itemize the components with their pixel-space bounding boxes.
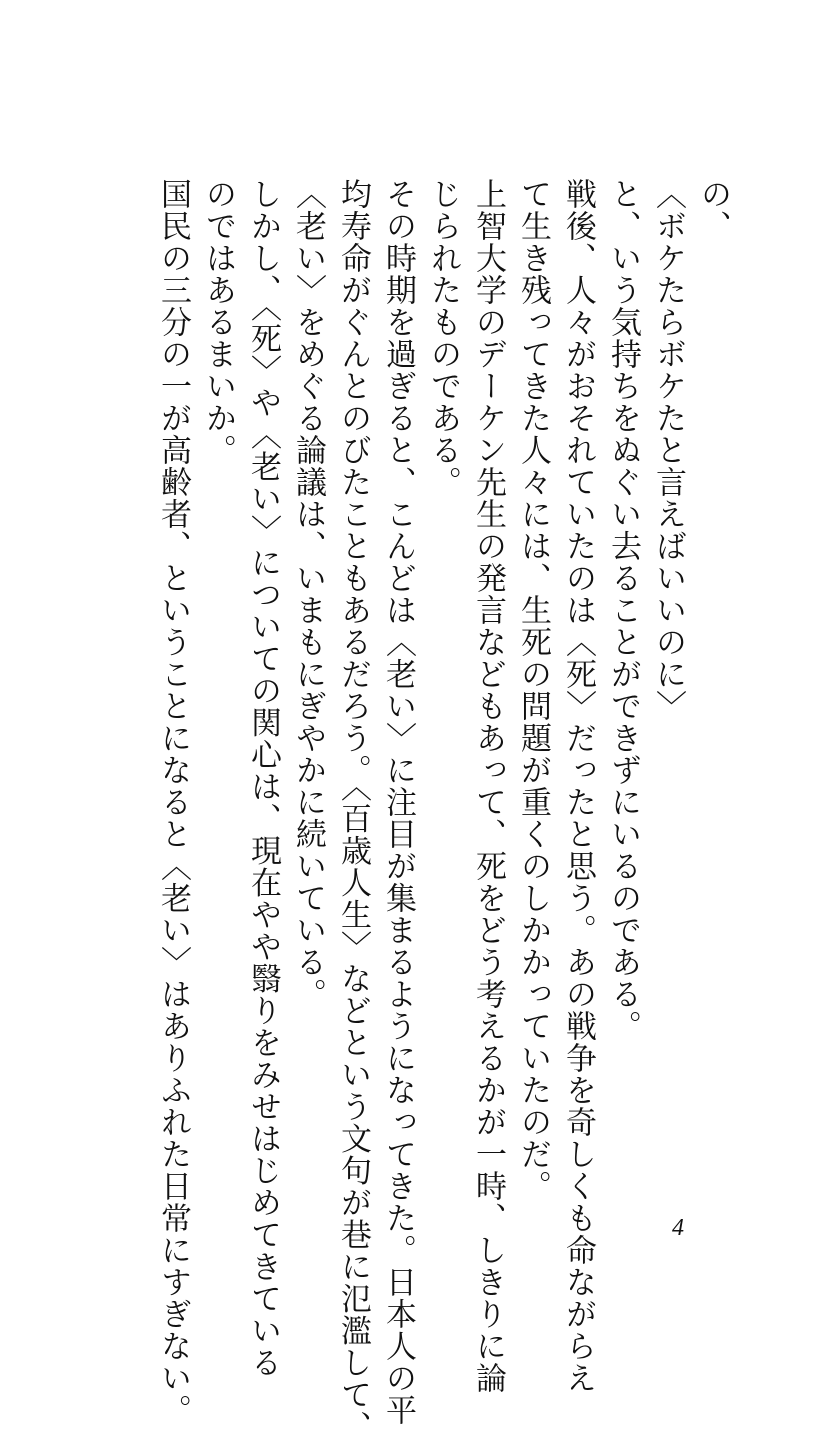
text-line: の、 <box>695 178 731 242</box>
text-line: しかし、〈死〉や〈老い〉についての関心は、現在やや翳りをみせはじめてきている <box>245 178 281 1379</box>
text-line: じられたものである。 <box>425 178 461 498</box>
text-line: と、いう気持ちをぬぐい去ることができずにいるのである。 <box>605 178 641 1042</box>
page-number: 4 <box>672 1215 684 1241</box>
vertical-text-body <box>150 178 735 1443</box>
text-line: 均寿命がぐんとのびたこともあるだろう。〈百歳人生〉などという文句が巷に氾濫して、 <box>335 178 371 1443</box>
text-line: 〈老い〉をめぐる論議は、いまもにぎやかに続いている。 <box>290 178 326 1010</box>
text-line: 国民の三分の一が高齢者、ということになると〈老い〉はありふれた日常にすぎない。 <box>155 178 191 1426</box>
text-line: のではあるまいか。 <box>200 178 236 466</box>
text-line: 戦後、人々がおそれていたのは〈死〉だったと思う。あの戦争を奇しくも命ながらえ <box>560 178 596 1394</box>
text-line: て生き残ってきた人々には、生死の問題が重くのしかかっていたのだ。 <box>515 178 551 1202</box>
text-line: その時期を過ぎると、こんどは〈老い〉に注目が集まるようになってきた。日本人の平 <box>380 178 416 1426</box>
text-line: 〈ボケたらボケたと言えばいいのに〉 <box>650 178 686 722</box>
text-line: 上智大学のデーケン先生の発言などもあって、死をどう考えるかが一時、しきりに論 <box>470 178 506 1394</box>
